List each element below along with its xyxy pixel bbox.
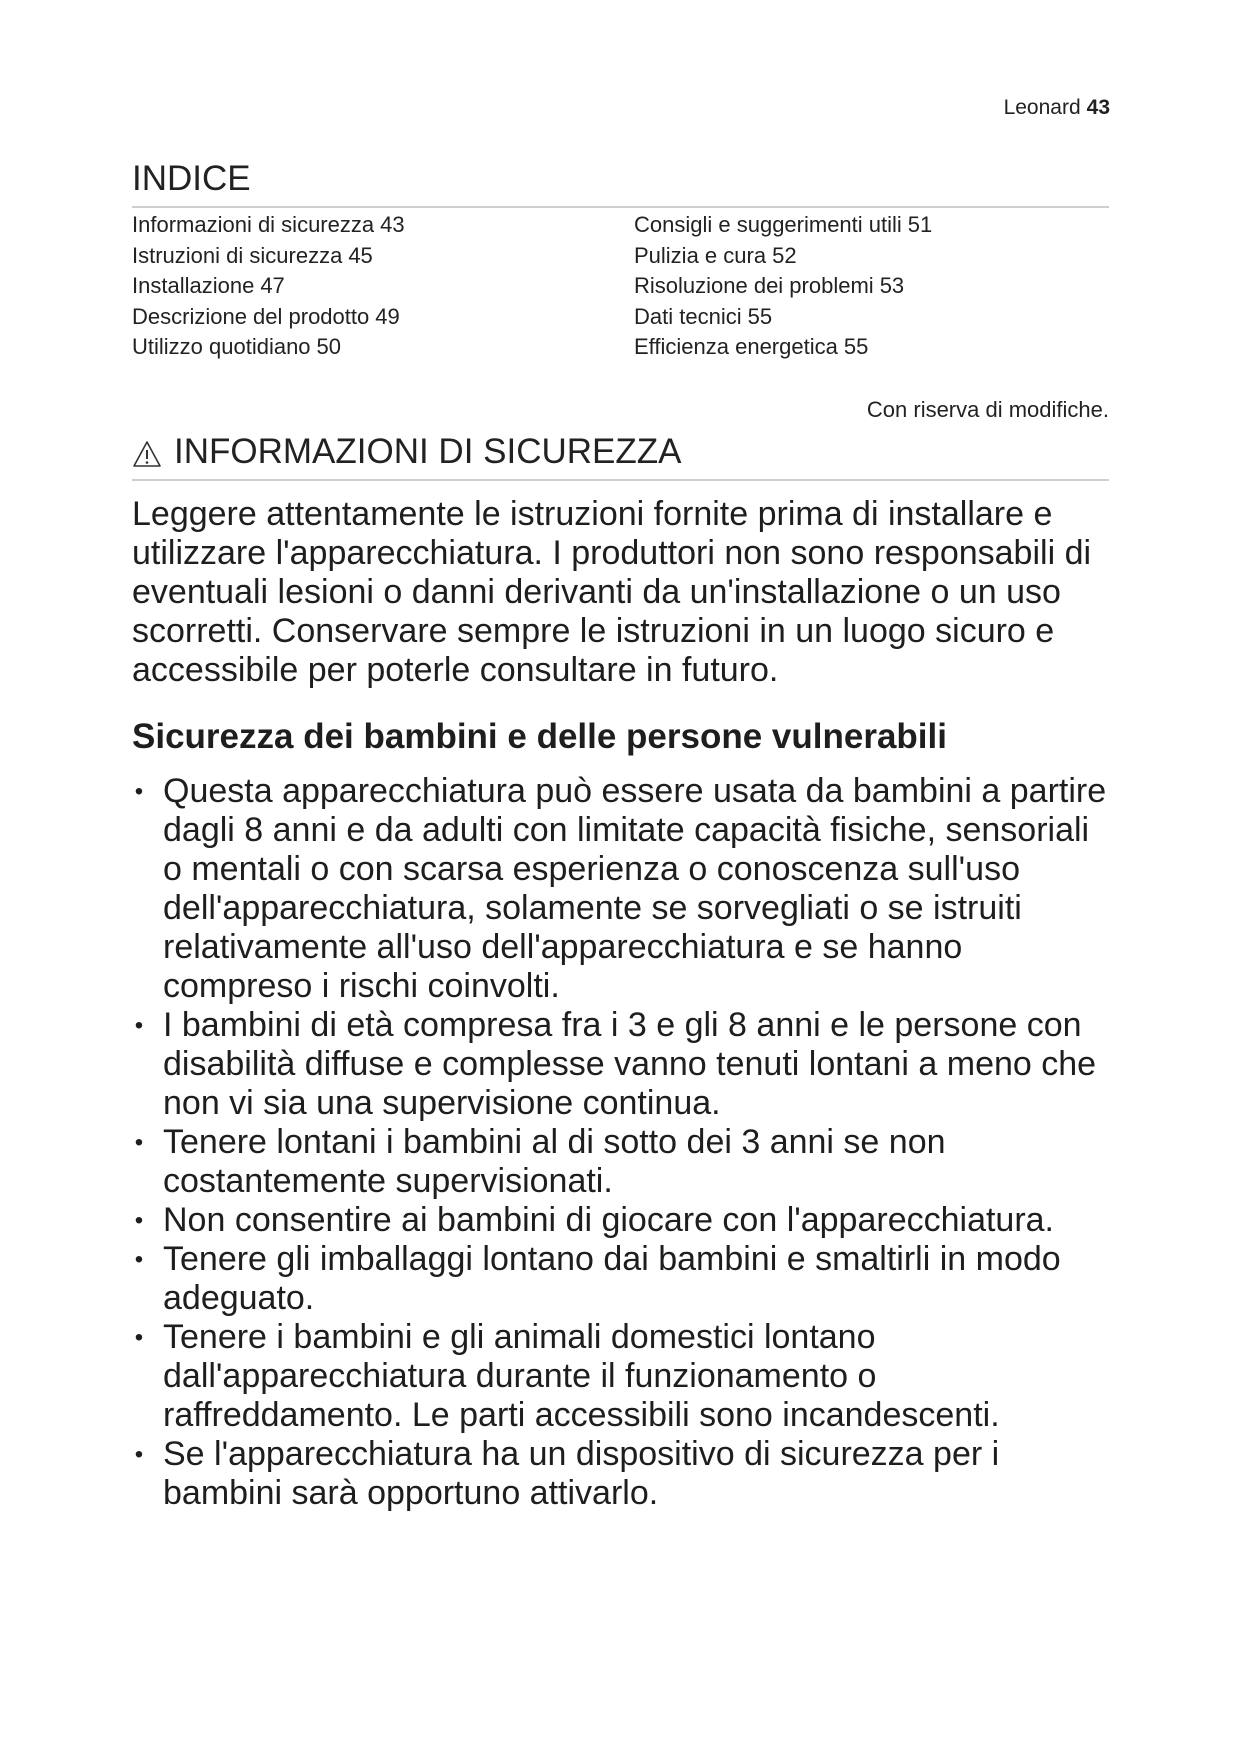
bullet-dot: • bbox=[134, 1440, 144, 1468]
list-item bbox=[132, 1006, 1109, 1123]
toc-item-label: Utilizzo quotidiano bbox=[132, 334, 311, 359]
page-content bbox=[132, 158, 1109, 1529]
page-number: 43 bbox=[1086, 96, 1110, 119]
toc-item-label: Istruzioni di sicurezza bbox=[132, 242, 343, 268]
list-item-text: Tenere i bambini e gli animali domestici lontano dall'apparecchiatura durante il funzionamento o raffreddamento. Le parti accessibili sono incandescenti. bbox=[163, 1317, 1000, 1434]
list-item bbox=[132, 1123, 1109, 1201]
toc-item-page: 52 bbox=[772, 242, 797, 268]
bullet-dot: • bbox=[134, 1206, 144, 1234]
toc-item-page: 49 bbox=[375, 303, 400, 329]
toc-item-label: Efficienza energetica bbox=[634, 334, 838, 359]
toc-item-consigli-e-suggerimenti[interactable] bbox=[634, 210, 1109, 241]
toc-item-descrizione-del-prodotto[interactable] bbox=[132, 302, 634, 333]
safety-intro-paragraph: Leggere attentamente le istruzioni fornite prima di installare e utilizzare l'apparecchiatura. I produttori non sono responsabili di eventuali lesioni o danni derivanti da un'installazione o un uso scorretti. Conservare sempre le istruzioni in un luogo sicuro e accessibile per poterle consultare in futuro. bbox=[132, 494, 1092, 689]
reserve-note: Con riserva di modifiche. bbox=[866, 396, 1109, 422]
toc-item-page: 45 bbox=[348, 242, 373, 268]
toc-item-utilizzo-quotidiano[interactable] bbox=[132, 332, 634, 363]
list-item-text: Questa apparecchiatura può essere usata da bambini a partire dagli 8 anni e da adulti con limitate capacità fisiche, sensoriali o mentali o con scarsa esperienza o conoscenza sull'uso dell'apparecchiatura, solamente se sorvegliati o se istruiti relativamente all'uso dell'apparecchiatura e se hanno compreso i rischi coinvolti. bbox=[163, 771, 1107, 1005]
toc-item-risoluzione-dei-problemi[interactable] bbox=[634, 271, 1109, 302]
toc-item-page: 50 bbox=[316, 334, 342, 359]
list-item-text: Tenere lontani i bambini al di sotto dei 3 anni se non costantemente supervisionati. bbox=[163, 1122, 946, 1200]
toc-item-informazioni-di-sicurezza[interactable] bbox=[132, 210, 634, 241]
header-label: Leonard bbox=[1003, 96, 1081, 119]
list-item bbox=[132, 1435, 1109, 1513]
toc-item-pulizia-e-cura[interactable] bbox=[634, 241, 1109, 272]
toc-rule bbox=[132, 206, 1109, 208]
list-item-text: I bambini di età compresa fra i 3 e gli 8 anni e le persone con disabilità diffuse e complesse vanno tenuti lontani a meno che non vi sia una supervisione continua. bbox=[163, 1005, 1097, 1122]
children-safety-subheading: Sicurezza dei bambini e delle persone vulnerabili bbox=[132, 716, 947, 756]
page-header bbox=[1004, 96, 1110, 120]
bullet-dot: • bbox=[134, 777, 144, 805]
toc-item-label: Informazioni di sicurezza bbox=[132, 212, 375, 237]
toc-item-page: 43 bbox=[380, 212, 405, 237]
toc-item-installazione[interactable] bbox=[132, 271, 634, 302]
toc-title: INDICE bbox=[132, 159, 251, 198]
children-safety-list bbox=[132, 772, 1109, 1513]
toc-item-label: Descrizione del prodotto bbox=[132, 303, 370, 329]
toc-item-label: Dati tecnici bbox=[634, 303, 742, 329]
bullet-dot: • bbox=[134, 1011, 144, 1039]
bullet-dot: • bbox=[134, 1245, 144, 1273]
list-item-text: Non consentire ai bambini di giocare con l'apparecchiatura. bbox=[163, 1200, 1055, 1239]
toc-item-dati-tecnici[interactable] bbox=[634, 302, 1109, 333]
toc-item-label: Risoluzione dei problemi bbox=[634, 273, 874, 298]
toc-item-label: Installazione bbox=[132, 273, 255, 298]
toc-item-label: Consigli e suggerimenti utili bbox=[634, 212, 902, 237]
bullet-dot: • bbox=[134, 1323, 144, 1351]
warning-triangle-icon bbox=[132, 440, 162, 468]
toc-item-page: 55 bbox=[747, 303, 773, 329]
list-item-text: Tenere gli imballaggi lontano dai bambini e smaltirli in modo adeguato. bbox=[163, 1239, 1061, 1317]
toc-item-page: 51 bbox=[907, 212, 933, 237]
toc-left-column bbox=[132, 210, 634, 363]
safety-title: INFORMAZIONI DI SICUREZZA bbox=[174, 431, 682, 471]
toc-item-istruzioni-di-sicurezza[interactable] bbox=[132, 241, 634, 272]
table-of-contents bbox=[132, 210, 1109, 363]
list-item bbox=[132, 1240, 1109, 1318]
toc-right-column bbox=[634, 210, 1109, 363]
toc-item-page: 53 bbox=[879, 273, 905, 298]
bullet-dot: • bbox=[134, 1128, 144, 1156]
list-item bbox=[132, 1318, 1109, 1435]
toc-item-page: 47 bbox=[260, 273, 285, 298]
safety-heading bbox=[132, 431, 1109, 473]
list-item-text: Se l'apparecchiatura ha un dispositivo di sicurezza per i bambini sarà opportuno attivarlo. bbox=[163, 1434, 1000, 1512]
list-item bbox=[132, 1201, 1109, 1240]
toc-item-efficienza-energetica[interactable] bbox=[634, 332, 1109, 363]
list-item bbox=[132, 772, 1109, 1006]
safety-rule bbox=[132, 479, 1109, 481]
toc-item-label: Pulizia e cura bbox=[634, 242, 767, 268]
toc-item-page: 55 bbox=[843, 334, 869, 359]
